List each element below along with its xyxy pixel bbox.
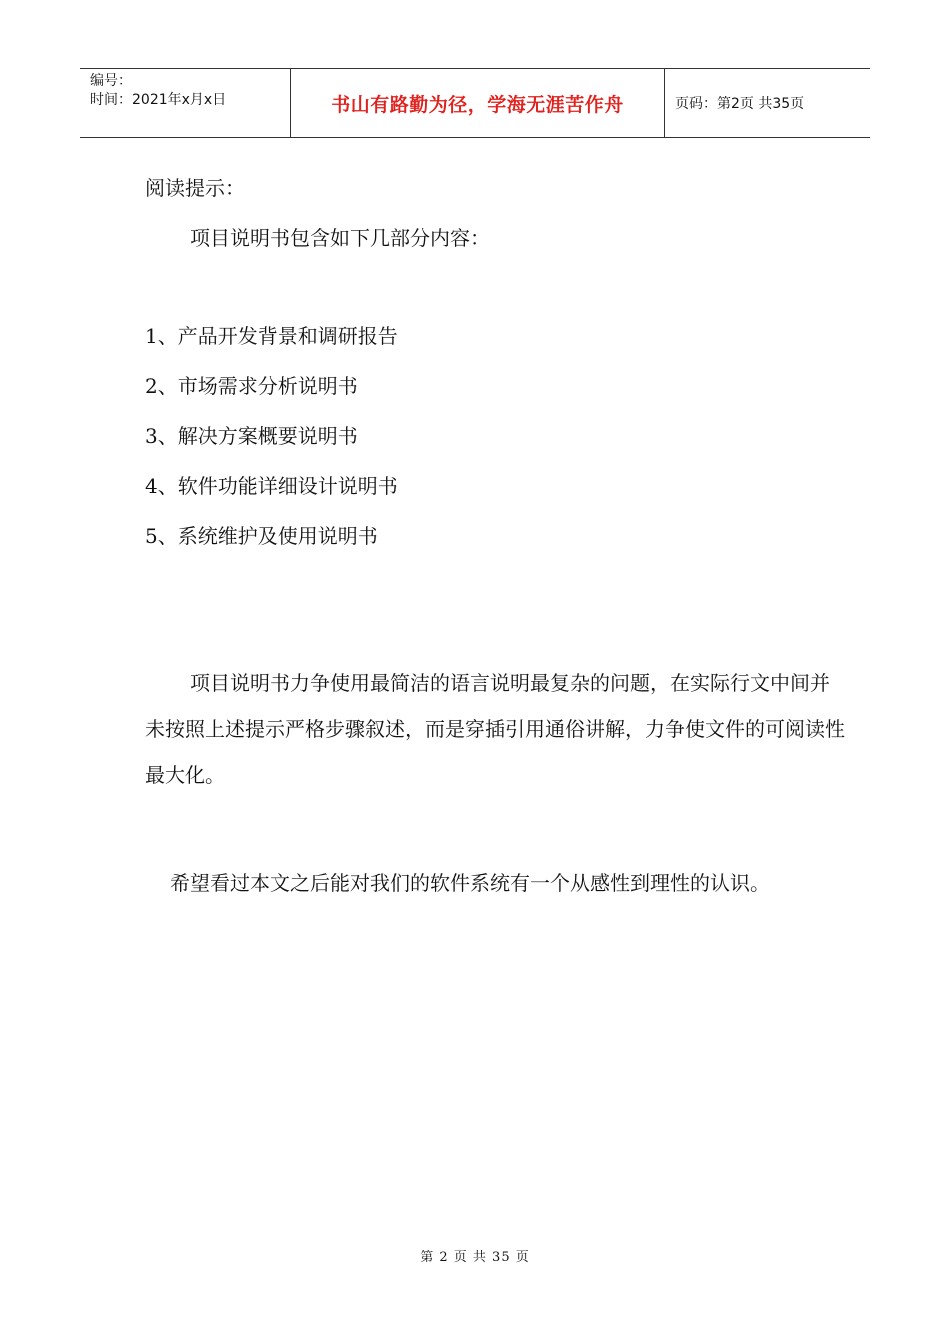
body-paragraph-1: 项目说明书力争使用最简洁的语言说明最复杂的问题，在实际行文中间并未按照上述提示严格步骤叙述，而是穿插引用通俗讲解，力争使文件的可阅读性最大化。 (145, 671, 845, 787)
list-item: 1、产品开发背景和调研报告 (145, 324, 398, 348)
page-header (80, 68, 870, 138)
body-paragraph-2: 希望看过本文之后能对我们的软件系统有一个从感性到理性的认识。 (170, 871, 770, 895)
list-item: 4、软件功能详细设计说明书 (145, 474, 398, 498)
list-item: 3、解决方案概要说明书 (145, 424, 358, 448)
reading-tip-heading: 阅读提示： (145, 176, 245, 200)
number-label: 编号： (90, 73, 132, 89)
header-motto: 书山有路勤为径，学海无涯苦作舟 (331, 93, 624, 116)
list-item: 5、系统维护及使用说明书 (145, 524, 378, 548)
header-page-info-cell (665, 69, 870, 137)
list-item: 2、市场需求分析说明书 (145, 374, 358, 398)
time-label: 时间：2021年x月x日 (90, 92, 227, 108)
header-motto-cell (291, 69, 665, 137)
page-footer: 第 2 页 共 35 页 (420, 1250, 530, 1265)
header-page-info: 页码：第2页 共35页 (675, 96, 805, 112)
header-meta (80, 69, 291, 137)
intro-line: 项目说明书包含如下几部分内容： (190, 226, 490, 250)
